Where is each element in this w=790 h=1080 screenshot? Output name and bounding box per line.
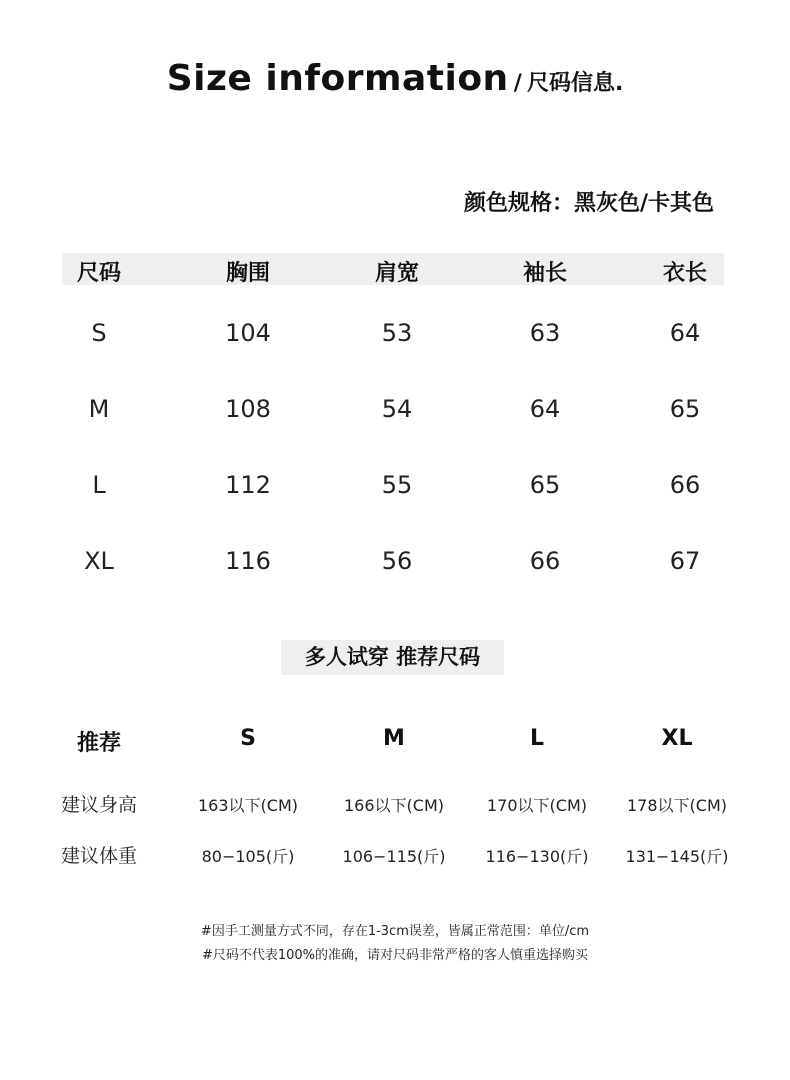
title-separator: /: [513, 71, 522, 96]
table-cell: 63: [529, 319, 561, 347]
height-label: 建议身高: [60, 794, 138, 816]
weight-label: 建议体重: [60, 845, 138, 867]
recommend-header: [0, 726, 790, 756]
header-chest: 胸围: [225, 261, 271, 286]
table-cell: 116: [225, 547, 271, 575]
height-l: 170以下(CM): [486, 796, 588, 815]
recommend-weight-row: [0, 841, 790, 871]
header-size: 尺码: [76, 261, 122, 286]
header-shoulder: 肩宽: [374, 261, 420, 286]
table-cell: 54: [381, 395, 413, 423]
recommend-title: 多人试穿 推荐尺码: [281, 640, 504, 675]
table-row: [0, 319, 790, 353]
page-title: [0, 58, 790, 99]
table-cell: 104: [225, 319, 271, 347]
recommend-header-s: S: [240, 726, 256, 751]
weight-l: 116−130(斤): [485, 847, 589, 866]
table-cell: XL: [84, 547, 114, 575]
table-cell: 108: [225, 395, 271, 423]
weight-m: 106−115(斤): [342, 847, 446, 866]
size-table-header: [62, 253, 724, 285]
table-row: [0, 471, 790, 505]
note-accuracy: #尺码不代表100%的准确，请对尺码非常严格的客人慎重选择购买: [201, 948, 589, 963]
height-s: 163以下(CM): [197, 796, 299, 815]
height-xl: 178以下(CM): [626, 796, 728, 815]
table-cell: 64: [529, 395, 561, 423]
table-cell: 66: [669, 471, 701, 499]
header-length: 衣长: [662, 261, 708, 286]
table-cell: M: [88, 395, 110, 423]
note-measurement: #因手工测量方式不同，存在1-3cm误差，皆属正常范围：单位/cm: [200, 924, 590, 939]
table-cell: L: [92, 471, 106, 499]
title-english: Size information: [166, 58, 509, 99]
table-cell: 65: [529, 471, 561, 499]
color-spec: 颜色规格：黑灰色/卡其色: [463, 191, 714, 216]
recommend-height-row: [0, 790, 790, 820]
table-cell: 112: [225, 471, 271, 499]
table-cell: 65: [669, 395, 701, 423]
recommend-header-xl: XL: [661, 726, 693, 751]
height-m: 166以下(CM): [343, 796, 445, 815]
recommend-header-m: M: [383, 726, 405, 751]
weight-s: 80−105(斤): [201, 847, 295, 866]
table-cell: 56: [381, 547, 413, 575]
table-cell: 64: [669, 319, 701, 347]
recommend-header-l: L: [529, 726, 545, 751]
weight-xl: 131−145(斤): [625, 847, 729, 866]
table-cell: 66: [529, 547, 561, 575]
table-cell: 53: [381, 319, 413, 347]
table-row: [0, 395, 790, 429]
table-cell: 55: [381, 471, 413, 499]
title-chinese: 尺码信息.: [526, 71, 624, 96]
table-cell: 67: [669, 547, 701, 575]
table-cell: S: [91, 319, 107, 347]
recommend-header-label: 推荐: [76, 731, 122, 756]
header-sleeve: 袖长: [522, 261, 568, 286]
table-row: [0, 547, 790, 581]
